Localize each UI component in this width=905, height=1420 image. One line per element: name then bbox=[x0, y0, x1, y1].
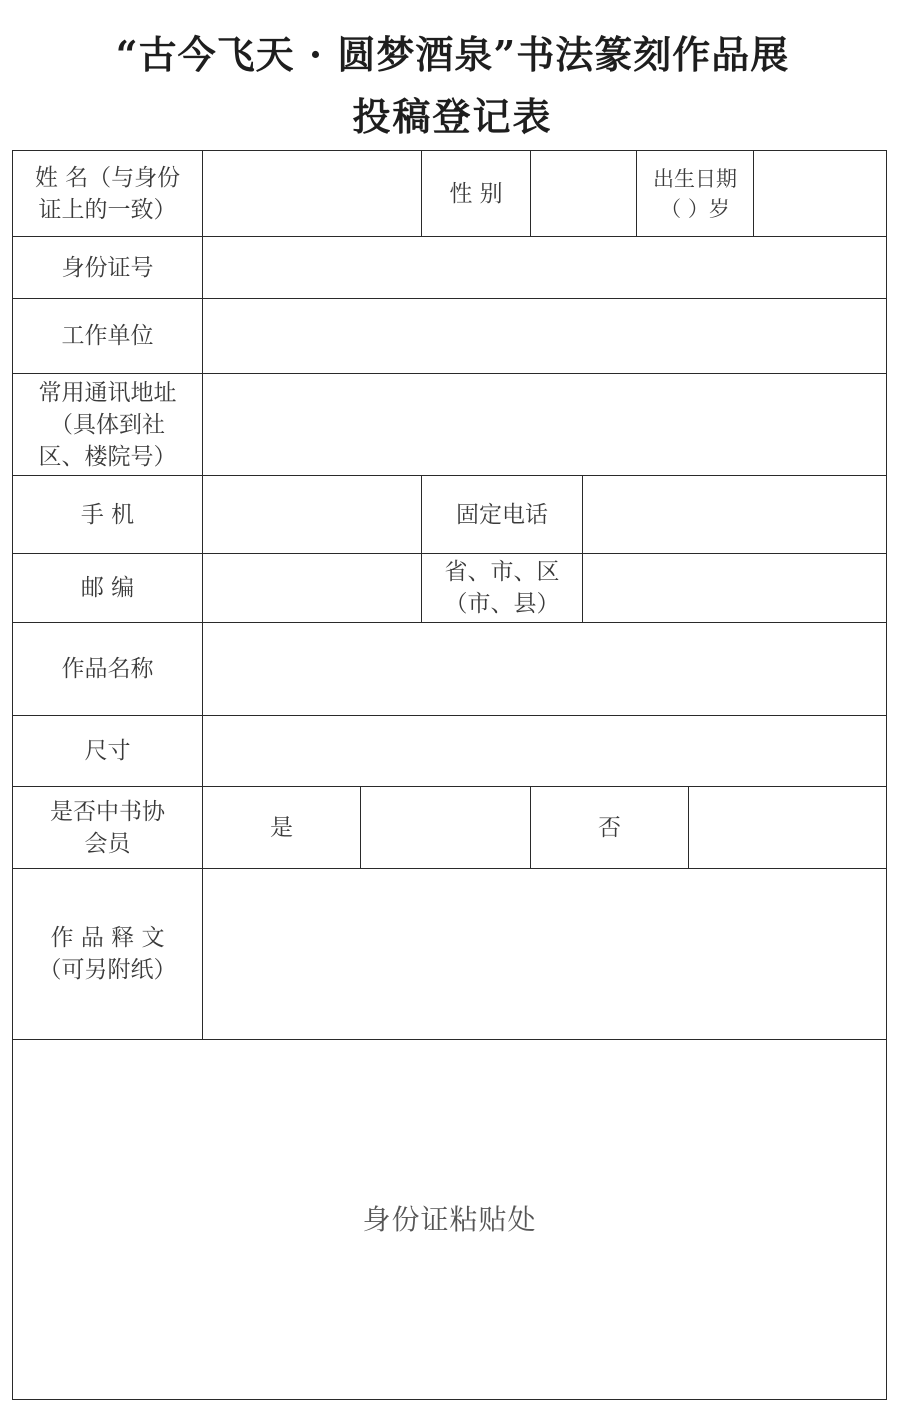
landline-field[interactable] bbox=[582, 475, 887, 554]
work-title-field[interactable] bbox=[202, 622, 887, 716]
form-title: “古今飞天 · 圆梦酒泉”书法篆刻作品展 bbox=[115, 32, 790, 77]
work-text-label: 作 品 释 文 （可另附纸） bbox=[12, 868, 203, 1040]
birth-date-label: 出生日期 （ ）岁 bbox=[636, 150, 754, 237]
gender-field[interactable] bbox=[530, 150, 637, 237]
member-yes-field[interactable] bbox=[360, 786, 531, 869]
gender-label: 性 别 bbox=[421, 150, 531, 237]
mobile-field[interactable] bbox=[202, 475, 422, 554]
landline-label: 固定电话 bbox=[421, 475, 583, 554]
id-number-label: 身份证号 bbox=[12, 236, 203, 299]
postcode-field[interactable] bbox=[202, 553, 422, 623]
name-label: 姓 名（与身份 证上的一致） bbox=[12, 150, 203, 237]
work-text-field[interactable] bbox=[202, 868, 887, 1040]
id-number-field[interactable] bbox=[202, 236, 887, 299]
mobile-label: 手 机 bbox=[12, 475, 203, 554]
region-field[interactable] bbox=[582, 553, 887, 623]
address-label: 常用通讯地址 （具体到社 区、楼院号） bbox=[12, 373, 203, 476]
member-no-field[interactable] bbox=[688, 786, 887, 869]
id-card-paste-area bbox=[12, 1039, 887, 1400]
form-subtitle: 投稿登记表 bbox=[352, 94, 553, 139]
address-field[interactable] bbox=[202, 373, 887, 476]
id-card-paste-label: 身份证粘贴处 bbox=[362, 1202, 537, 1236]
work-title-label: 作品名称 bbox=[12, 622, 203, 716]
size-field[interactable] bbox=[202, 715, 887, 787]
region-label: 省、市、区 （市、县） bbox=[421, 553, 583, 623]
member-no-label: 否 bbox=[530, 786, 689, 869]
postcode-label: 邮 编 bbox=[12, 553, 203, 623]
member-label: 是否中书协 会员 bbox=[12, 786, 203, 869]
member-yes-label: 是 bbox=[202, 786, 361, 869]
work-unit-label: 工作单位 bbox=[12, 298, 203, 374]
size-label: 尺寸 bbox=[12, 715, 203, 787]
work-unit-field[interactable] bbox=[202, 298, 887, 374]
birth-date-field[interactable] bbox=[753, 150, 887, 237]
name-field[interactable] bbox=[202, 150, 422, 237]
